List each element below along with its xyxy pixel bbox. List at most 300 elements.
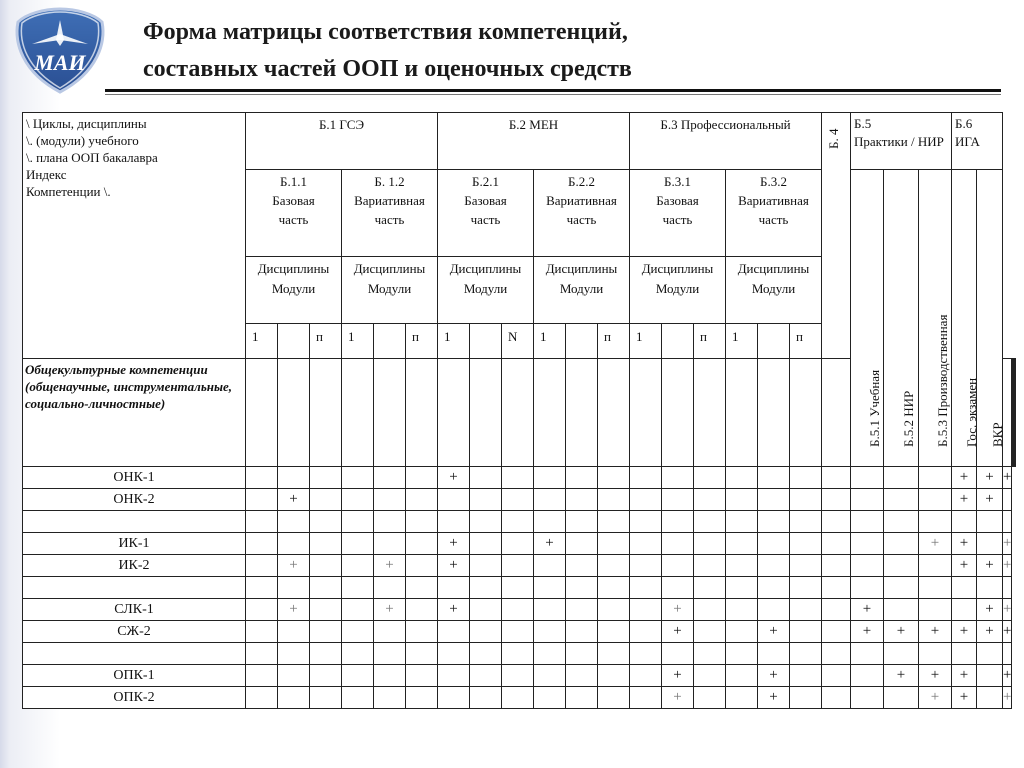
- index-first: 1: [534, 324, 566, 359]
- matrix-cell: [1003, 489, 1012, 511]
- matrix-cell: [566, 533, 598, 555]
- matrix-cell: [919, 577, 952, 599]
- mai-logo-icon: [10, 6, 110, 96]
- table-row: [23, 489, 1016, 511]
- final-state-exam: Гос. экзамен: [952, 170, 977, 467]
- matrix-cell: [566, 687, 598, 709]
- category-cell: [246, 359, 278, 467]
- matrix-cell: [470, 599, 502, 621]
- matrix-cell: +: [1003, 621, 1012, 643]
- matrix-cell: [758, 555, 790, 577]
- matrix-cell: [470, 555, 502, 577]
- matrix-cell: [822, 467, 851, 489]
- matrix-cell: [630, 665, 662, 687]
- matrix-cell: [470, 621, 502, 643]
- matrix-cell: [851, 489, 884, 511]
- matrix-cell: [534, 511, 566, 533]
- matrix-cell: [438, 489, 470, 511]
- matrix-cell: [694, 511, 726, 533]
- matrix-cell: [977, 533, 1003, 555]
- matrix-cell: [598, 489, 630, 511]
- matrix-cell: [790, 577, 822, 599]
- matrix-cell: +: [758, 687, 790, 709]
- matrix-cell: +: [662, 599, 694, 621]
- matrix-cell: +: [1003, 555, 1012, 577]
- matrix-cell: [406, 621, 438, 643]
- matrix-cell: [566, 467, 598, 489]
- group-b2: Б.2 МЕН: [438, 113, 630, 170]
- matrix-cell: [694, 665, 726, 687]
- matrix-cell: [310, 555, 342, 577]
- matrix-cell: [278, 621, 310, 643]
- index-last: п: [406, 324, 438, 359]
- matrix-cell: [406, 665, 438, 687]
- matrix-cell: [694, 489, 726, 511]
- matrix-cell: +: [438, 533, 470, 555]
- matrix-cell: [406, 467, 438, 489]
- matrix-cell: [694, 687, 726, 709]
- category-cell: [406, 359, 438, 467]
- disciplines-modules-b1-2: Дисциплины Модули: [342, 257, 438, 324]
- matrix-cell: +: [1003, 467, 1012, 489]
- matrix-cell: [790, 621, 822, 643]
- matrix-cell: [662, 643, 694, 665]
- matrix-cell: +: [1003, 687, 1012, 709]
- matrix-cell: +: [977, 489, 1003, 511]
- matrix-cell: [342, 489, 374, 511]
- matrix-cell: +: [952, 665, 977, 687]
- matrix-cell: +: [534, 533, 566, 555]
- matrix-cell: [374, 687, 406, 709]
- matrix-cell: [630, 533, 662, 555]
- matrix-cell: [342, 511, 374, 533]
- matrix-cell: [977, 665, 1003, 687]
- table-row: [23, 599, 1016, 621]
- matrix-cell: +: [952, 621, 977, 643]
- page-title: [143, 14, 1003, 88]
- subgroup-b1-2: Б. 1.2 Вариативная часть: [342, 170, 438, 257]
- matrix-cell: +: [952, 489, 977, 511]
- practice-b5-2: Б.5.2 НИР: [884, 170, 919, 467]
- matrix-cell: [534, 555, 566, 577]
- matrix-cell: [851, 687, 884, 709]
- matrix-cell: [502, 489, 534, 511]
- matrix-cell: [758, 643, 790, 665]
- matrix-cell: [726, 643, 758, 665]
- matrix-cell: [278, 643, 310, 665]
- matrix-cell: [726, 533, 758, 555]
- matrix-cell: [470, 533, 502, 555]
- category-cell: [630, 359, 662, 467]
- matrix-cell: +: [952, 687, 977, 709]
- corner-header: \ Циклы, дисциплины \. (модули) учебного \. плана ООП бакалавра Индекс Компетенции \.: [23, 113, 246, 359]
- competence-label: ОНК-1: [23, 467, 246, 489]
- matrix-cell: [246, 555, 278, 577]
- matrix-cell: [246, 533, 278, 555]
- matrix-cell: +: [662, 621, 694, 643]
- matrix-cell: [977, 511, 1003, 533]
- matrix-cell: [884, 599, 919, 621]
- matrix-cell: [278, 533, 310, 555]
- matrix-cell: [630, 511, 662, 533]
- matrix-cell: [438, 643, 470, 665]
- matrix-cell: [790, 511, 822, 533]
- matrix-cell: [534, 665, 566, 687]
- matrix-cell: [662, 533, 694, 555]
- index-first: 1: [438, 324, 470, 359]
- matrix-cell: +: [884, 621, 919, 643]
- matrix-cell: [566, 555, 598, 577]
- group-b4: Б. 4: [822, 113, 851, 359]
- matrix-cell: [406, 511, 438, 533]
- category-cell: [1003, 359, 1012, 467]
- matrix-cell: +: [884, 665, 919, 687]
- matrix-cell: [726, 467, 758, 489]
- matrix-cell: [342, 599, 374, 621]
- disciplines-modules-b3-1: Дисциплины Модули: [630, 257, 726, 324]
- matrix-cell: [534, 467, 566, 489]
- competence-label: СЖ-2: [23, 621, 246, 643]
- disciplines-modules-b2-1: Дисциплины Модули: [438, 257, 534, 324]
- matrix-cell: +: [662, 665, 694, 687]
- competence-label: СЛК-1: [23, 599, 246, 621]
- matrix-cell: [790, 467, 822, 489]
- matrix-cell: +: [662, 687, 694, 709]
- matrix-cell: [952, 511, 977, 533]
- matrix-cell: [919, 489, 952, 511]
- index-first: 1: [342, 324, 374, 359]
- matrix-cell: [630, 467, 662, 489]
- matrix-cell: [726, 577, 758, 599]
- matrix-cell: [952, 577, 977, 599]
- matrix-cell: [790, 489, 822, 511]
- matrix-cell: [534, 643, 566, 665]
- matrix-cell: [534, 687, 566, 709]
- matrix-cell: [884, 489, 919, 511]
- matrix-cell: [310, 687, 342, 709]
- category-cell: [758, 359, 790, 467]
- matrix-cell: [726, 555, 758, 577]
- matrix-cell: +: [851, 599, 884, 621]
- matrix-cell: +: [977, 621, 1003, 643]
- index-last: п: [310, 324, 342, 359]
- matrix-cell: [246, 599, 278, 621]
- matrix-cell: +: [919, 533, 952, 555]
- matrix-cell: [342, 621, 374, 643]
- matrix-cell: [758, 577, 790, 599]
- subgroup-b3-1: Б.3.1 Базовая часть: [630, 170, 726, 257]
- category-cell: [726, 359, 758, 467]
- matrix-cell: [919, 511, 952, 533]
- category-cell: [566, 359, 598, 467]
- matrix-cell: [694, 577, 726, 599]
- matrix-cell: [566, 511, 598, 533]
- matrix-cell: [438, 665, 470, 687]
- matrix-cell: +: [374, 555, 406, 577]
- matrix-cell: [758, 467, 790, 489]
- matrix-cell: [566, 665, 598, 687]
- matrix-cell: +: [438, 467, 470, 489]
- table-row: [23, 687, 1016, 709]
- matrix-cell: [919, 643, 952, 665]
- matrix-cell: [374, 489, 406, 511]
- matrix-cell: [534, 621, 566, 643]
- category-cell: [534, 359, 566, 467]
- matrix-cell: [851, 533, 884, 555]
- matrix-cell: +: [438, 599, 470, 621]
- matrix-cell: [406, 489, 438, 511]
- group-b5: Б.5 Практики / НИР: [851, 113, 952, 170]
- matrix-cell: [790, 555, 822, 577]
- matrix-cell: [502, 555, 534, 577]
- matrix-cell: [822, 555, 851, 577]
- matrix-cell: [694, 621, 726, 643]
- matrix-cell: [758, 599, 790, 621]
- matrix-cell: [598, 511, 630, 533]
- category-cell: [342, 359, 374, 467]
- matrix-cell: [919, 467, 952, 489]
- matrix-cell: [374, 643, 406, 665]
- matrix-cell: [790, 687, 822, 709]
- matrix-cell: [406, 533, 438, 555]
- matrix-cell: +: [278, 489, 310, 511]
- matrix-cell: [342, 467, 374, 489]
- matrix-cell: [884, 555, 919, 577]
- matrix-cell: [884, 687, 919, 709]
- matrix-cell: [598, 599, 630, 621]
- matrix-cell: [438, 687, 470, 709]
- matrix-cell: [598, 555, 630, 577]
- matrix-cell: [310, 489, 342, 511]
- matrix-cell: [598, 643, 630, 665]
- index-first: 1: [630, 324, 662, 359]
- matrix-cell: [822, 511, 851, 533]
- matrix-cell: [502, 511, 534, 533]
- matrix-cell: [406, 555, 438, 577]
- matrix-cell: [310, 533, 342, 555]
- matrix-cell: [598, 687, 630, 709]
- category-cell: [694, 359, 726, 467]
- category-cell: [502, 359, 534, 467]
- matrix-cell: [406, 577, 438, 599]
- matrix-cell: [630, 621, 662, 643]
- matrix-cell: [790, 665, 822, 687]
- group-b1: Б.1 ГСЭ: [246, 113, 438, 170]
- matrix-cell: [470, 489, 502, 511]
- matrix-cell: [790, 533, 822, 555]
- matrix-cell: [278, 687, 310, 709]
- subgroup-b1-1: Б.1.1 Базовая часть: [246, 170, 342, 257]
- matrix-cell: [502, 687, 534, 709]
- matrix-cell: [630, 577, 662, 599]
- subgroup-b2-2: Б.2.2 Вариативная часть: [534, 170, 630, 257]
- matrix-cell: [502, 599, 534, 621]
- matrix-cell: +: [851, 621, 884, 643]
- matrix-cell: [246, 511, 278, 533]
- matrix-cell: [822, 533, 851, 555]
- table-row: [23, 621, 1016, 643]
- matrix-cell: [374, 577, 406, 599]
- category-cell: [598, 359, 630, 467]
- competence-label: [23, 511, 246, 533]
- matrix-cell: [246, 577, 278, 599]
- matrix-cell: [822, 577, 851, 599]
- title-divider: [105, 89, 1001, 92]
- matrix-cell: [630, 555, 662, 577]
- matrix-cell: [884, 533, 919, 555]
- matrix-cell: [726, 511, 758, 533]
- matrix-cell: [694, 467, 726, 489]
- matrix-cell: [534, 577, 566, 599]
- index-last: N: [502, 324, 534, 359]
- matrix-cell: [630, 687, 662, 709]
- competence-label: ОПК-2: [23, 687, 246, 709]
- matrix-cell: +: [919, 621, 952, 643]
- category-cell: [374, 359, 406, 467]
- table-row: [23, 577, 1016, 599]
- matrix-cell: [919, 555, 952, 577]
- matrix-cell: [566, 621, 598, 643]
- matrix-cell: [790, 643, 822, 665]
- competence-label: [23, 577, 246, 599]
- matrix-cell: +: [758, 665, 790, 687]
- category-cell: [822, 359, 851, 467]
- matrix-cell: [342, 643, 374, 665]
- category-cell: [790, 359, 822, 467]
- matrix-cell: [534, 489, 566, 511]
- matrix-cell: +: [438, 555, 470, 577]
- practice-b5-3: Б.5.3 Производственная: [919, 170, 952, 467]
- matrix-cell: [694, 643, 726, 665]
- matrix-cell: +: [1003, 665, 1012, 687]
- matrix-cell: +: [278, 555, 310, 577]
- matrix-cell: [977, 687, 1003, 709]
- matrix-cell: [310, 599, 342, 621]
- matrix-cell: +: [1003, 599, 1012, 621]
- category-cell: [470, 359, 502, 467]
- matrix-cell: [822, 643, 851, 665]
- category-cell: [278, 359, 310, 467]
- index-first: 1: [726, 324, 758, 359]
- matrix-cell: [502, 665, 534, 687]
- matrix-cell: [726, 621, 758, 643]
- table-row: [23, 665, 1016, 687]
- matrix-cell: [694, 555, 726, 577]
- matrix-cell: [310, 643, 342, 665]
- competence-matrix-table: [22, 112, 1016, 709]
- matrix-cell: [246, 621, 278, 643]
- matrix-cell: [470, 467, 502, 489]
- matrix-cell: [851, 577, 884, 599]
- matrix-cell: [310, 577, 342, 599]
- matrix-cell: [566, 577, 598, 599]
- matrix-cell: [1003, 577, 1012, 599]
- competence-label: ИК-2: [23, 555, 246, 577]
- matrix-cell: [374, 665, 406, 687]
- matrix-cell: [310, 621, 342, 643]
- matrix-cell: +: [919, 665, 952, 687]
- matrix-cell: [438, 577, 470, 599]
- practice-b5-1: Б.5.1 Учебная: [851, 170, 884, 467]
- matrix-cell: [851, 511, 884, 533]
- disciplines-modules-b1-1: Дисциплины Модули: [246, 257, 342, 324]
- matrix-cell: [662, 489, 694, 511]
- matrix-cell: [278, 511, 310, 533]
- matrix-cell: [822, 489, 851, 511]
- matrix-cell: [470, 665, 502, 687]
- matrix-cell: +: [952, 533, 977, 555]
- category-cell: [662, 359, 694, 467]
- matrix-cell: [374, 533, 406, 555]
- matrix-cell: [884, 643, 919, 665]
- matrix-cell: [694, 599, 726, 621]
- matrix-cell: [406, 643, 438, 665]
- matrix-cell: [726, 665, 758, 687]
- matrix-cell: [470, 511, 502, 533]
- matrix-cell: [851, 665, 884, 687]
- matrix-cell: +: [952, 467, 977, 489]
- disciplines-modules-b3-2: Дисциплины Модули: [726, 257, 822, 324]
- matrix-cell: [534, 599, 566, 621]
- matrix-cell: [278, 665, 310, 687]
- matrix-cell: [851, 467, 884, 489]
- matrix-cell: [758, 533, 790, 555]
- matrix-cell: [758, 511, 790, 533]
- matrix-cell: [502, 621, 534, 643]
- matrix-cell: [694, 533, 726, 555]
- matrix-cell: [598, 665, 630, 687]
- matrix-cell: [726, 489, 758, 511]
- competence-label: ОНК-2: [23, 489, 246, 511]
- matrix-cell: +: [919, 687, 952, 709]
- matrix-cell: [246, 489, 278, 511]
- matrix-cell: [598, 533, 630, 555]
- title-line-2: составных частей ООП и оценочных средств: [143, 56, 632, 82]
- matrix-cell: [246, 467, 278, 489]
- matrix-cell: [342, 533, 374, 555]
- disciplines-modules-b2-2: Дисциплины Модули: [534, 257, 630, 324]
- matrix-cell: [502, 467, 534, 489]
- matrix-cell: [502, 577, 534, 599]
- matrix-cell: [342, 555, 374, 577]
- matrix-cell: +: [278, 599, 310, 621]
- matrix-cell: [470, 577, 502, 599]
- index-last: п: [598, 324, 630, 359]
- matrix-cell: [662, 577, 694, 599]
- matrix-cell: [278, 467, 310, 489]
- matrix-cell: [342, 665, 374, 687]
- title-divider-thin: [105, 94, 1001, 95]
- subgroup-b3-2: Б.3.2 Вариативная часть: [726, 170, 822, 257]
- matrix-cell: [438, 621, 470, 643]
- logo-text: МАИ: [34, 50, 86, 75]
- matrix-cell: +: [952, 555, 977, 577]
- matrix-cell: [566, 489, 598, 511]
- table-row: [23, 533, 1016, 555]
- matrix-cell: [1003, 511, 1012, 533]
- matrix-cell: [630, 489, 662, 511]
- matrix-cell: [566, 599, 598, 621]
- matrix-cell: +: [1003, 533, 1012, 555]
- matrix-cell: [1003, 643, 1012, 665]
- matrix-cell: [406, 687, 438, 709]
- matrix-cell: [630, 599, 662, 621]
- matrix-cell: [662, 467, 694, 489]
- matrix-cell: [822, 621, 851, 643]
- matrix-cell: [566, 643, 598, 665]
- matrix-cell: [884, 511, 919, 533]
- matrix-cell: [374, 467, 406, 489]
